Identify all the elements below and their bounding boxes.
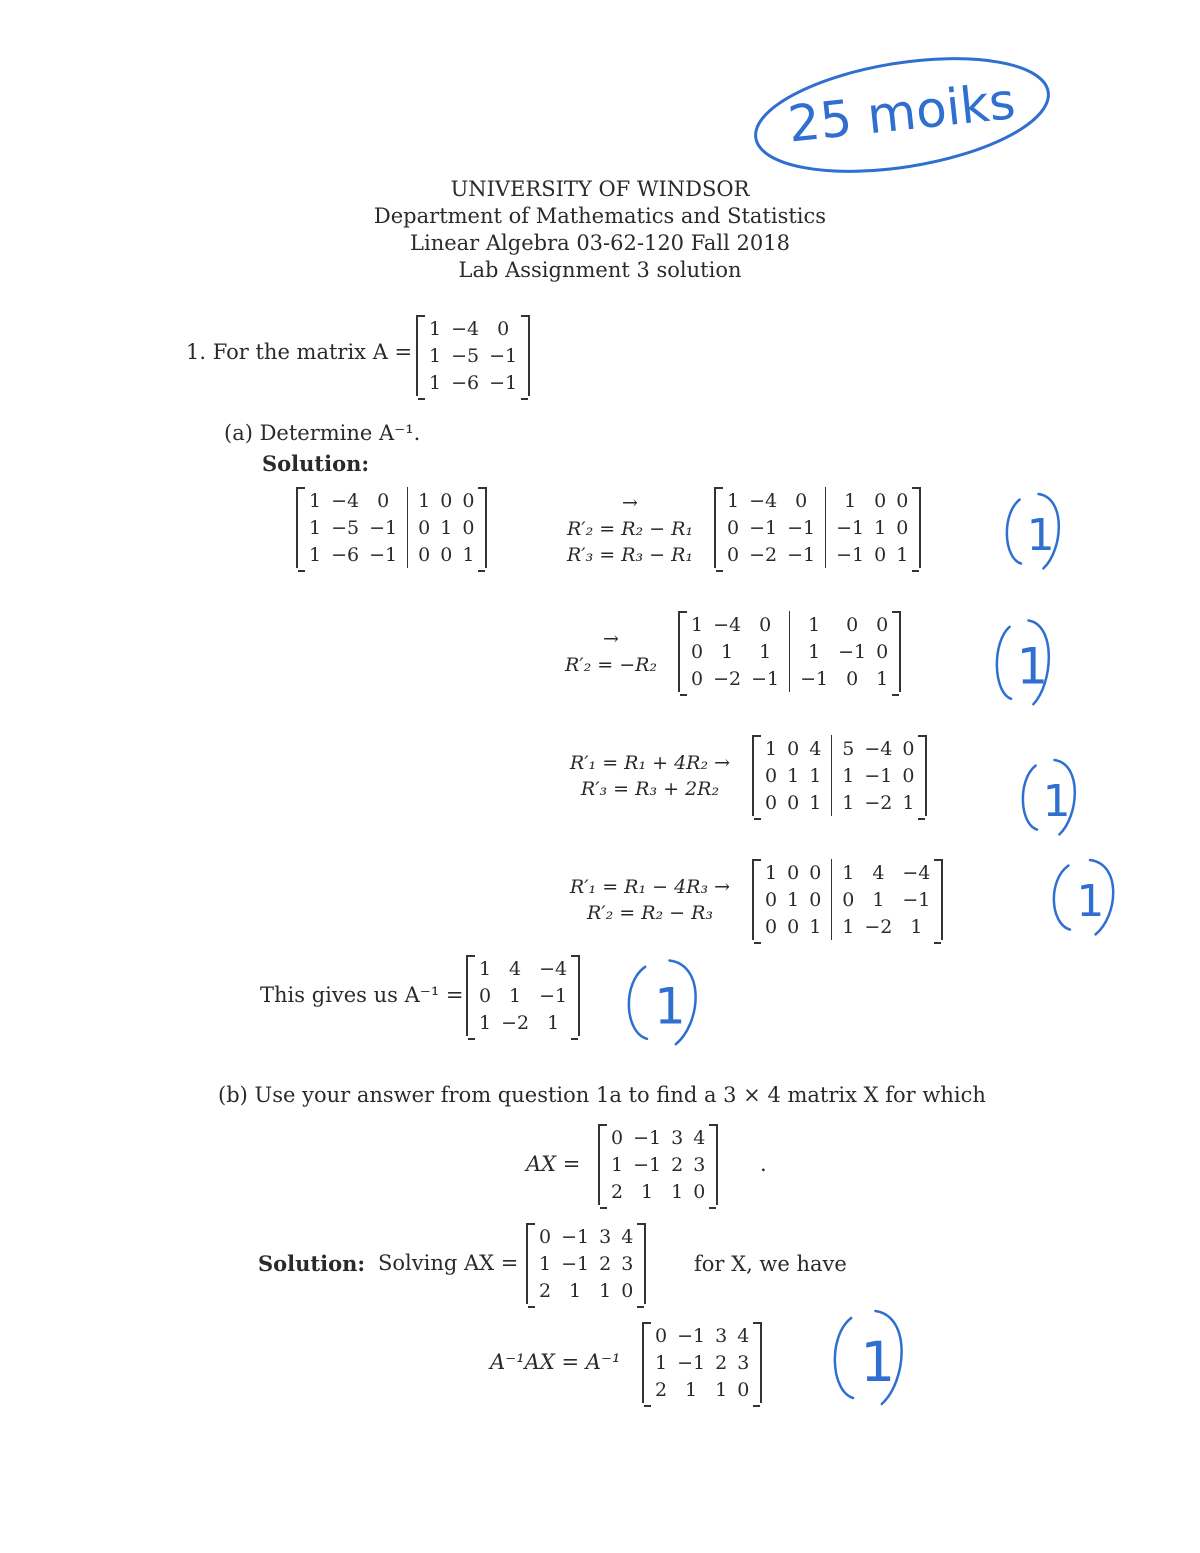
row-ops-step4: R′₁ = R₁ − 4R₃ → R′₂ = R₂ − R₃ — [569, 876, 731, 924]
matrix-cell: −1 — [749, 516, 778, 539]
matrix-cell: 1 — [790, 638, 834, 665]
matrix-cell: 4 — [693, 1126, 706, 1149]
matrix-cell: 1 — [809, 764, 822, 787]
matrix-cell: 0 — [691, 667, 704, 690]
part-b-prompt: (b) Use your answer from question 1a to find a 3 × 4 matrix X for which — [218, 1083, 986, 1107]
augmented-matrix-step0 — [296, 487, 487, 568]
mark-1-step1 — [1000, 490, 1070, 570]
matrix-cell: −5 — [451, 344, 480, 367]
matrix-cell: −2 — [749, 543, 778, 566]
matrix-cell: 0 — [787, 861, 800, 884]
matrix-cell: 1 — [910, 915, 923, 938]
mark-value: 1 — [1016, 637, 1049, 696]
part-a-prompt: (a) Determine A⁻¹. — [224, 421, 421, 445]
matrix-cell: −1 — [489, 344, 518, 367]
matrix-cell: −4 — [331, 489, 360, 512]
matrix-cell: 0 — [809, 888, 822, 911]
assignment-title: Lab Assignment 3 solution — [458, 258, 742, 282]
matrix-cell: −5 — [331, 516, 360, 539]
augmented-matrix-step2 — [678, 611, 901, 692]
matrix-cell: 1 — [611, 1153, 624, 1176]
matrix-cell: 1 — [809, 791, 822, 814]
matrix-cell: 0 — [809, 861, 822, 884]
matrix-cell: 1 — [671, 1180, 684, 1203]
period: . — [760, 1152, 767, 1176]
inverse-ax-label: A⁻¹AX = A⁻¹ — [490, 1350, 621, 1374]
matrix-cell: 1 — [809, 915, 822, 938]
matrix-cell: 0 — [479, 984, 492, 1007]
matrix-cell: −1 — [864, 764, 893, 787]
matrix-cell: 5 — [832, 735, 860, 762]
matrix-B-inverse-step — [642, 1322, 762, 1403]
matrix-cell: −1 — [787, 516, 816, 539]
mark-value: 1 — [1042, 776, 1071, 827]
matrix-cell: 0 — [902, 737, 915, 760]
matrix-cell: 0 — [896, 489, 909, 512]
matrix-cell: 0 — [691, 640, 704, 663]
matrix-cell: 1 — [902, 791, 915, 814]
mark-value: 1 — [860, 1330, 896, 1394]
matrix-cell: 1 — [429, 317, 442, 340]
matrix-cell: 0 — [497, 317, 510, 340]
matrix-cell: 1 — [874, 516, 887, 539]
matrix-cell: −1 — [489, 371, 518, 394]
mark-value: 1 — [1076, 876, 1105, 927]
matrix-cell: −2 — [864, 791, 893, 814]
matrix-cell: 1 — [765, 737, 778, 760]
matrix-cell: 0 — [611, 1126, 624, 1149]
matrix-cell: −1 — [633, 1153, 662, 1176]
matrix-cell: 1 — [872, 888, 885, 911]
matrix-cell: 0 — [846, 613, 859, 636]
matrix-A-inverse — [466, 955, 580, 1036]
arrow: → — [622, 492, 638, 514]
matrix-cell: 3 — [621, 1252, 634, 1275]
matrix-cell: 1 — [479, 1011, 492, 1034]
matrix-cell: −2 — [501, 1011, 530, 1034]
matrix-cell: 1 — [309, 516, 322, 539]
matrix-cell: −1 — [838, 640, 867, 663]
matrix-cell: −1 — [790, 665, 834, 692]
matrix-cell: 2 — [671, 1153, 684, 1176]
matrix-cell: −6 — [331, 543, 360, 566]
mark-1-step3 — [1016, 756, 1086, 836]
matrix-cell: 0 — [621, 1279, 634, 1302]
matrix-cell: 0 — [765, 764, 778, 787]
paren-stroke — [835, 1318, 853, 1398]
mark-1-part-b — [826, 1306, 916, 1406]
matrix-cell: −4 — [451, 317, 480, 340]
matrix-cell: 1 — [408, 487, 436, 514]
matrix-cell: 1 — [691, 613, 704, 636]
matrix-cell: 3 — [715, 1324, 728, 1347]
matrix-cell: 0 — [787, 791, 800, 814]
matrix-cell: 2 — [599, 1252, 612, 1275]
matrix-cell: 0 — [765, 888, 778, 911]
matrix-cell: 3 — [693, 1153, 706, 1176]
matrix-cell: 3 — [599, 1225, 612, 1248]
matrix-cell: 1 — [721, 640, 734, 663]
matrix-cell: 4 — [809, 737, 822, 760]
matrix-cell: 0 — [876, 613, 889, 636]
matrix-cell: 0 — [876, 640, 889, 663]
matrix-cell: 1 — [309, 543, 322, 566]
matrix-cell: 0 — [896, 516, 909, 539]
matrix-cell: 0 — [874, 543, 887, 566]
augmented-matrix-step1 — [714, 487, 921, 568]
for-x-text: for X, we have — [694, 1252, 847, 1276]
matrix-cell: 1 — [832, 859, 860, 886]
matrix-cell: 2 — [611, 1180, 624, 1203]
matrix-cell: 1 — [790, 611, 834, 638]
matrix-cell: −1 — [369, 516, 398, 539]
matrix-cell: −1 — [751, 667, 780, 690]
matrix-cell: 0 — [765, 791, 778, 814]
matrix-cell: 4 — [737, 1324, 750, 1347]
mark-value: 1 — [654, 977, 686, 1036]
matrix-cell: 0 — [795, 489, 808, 512]
matrix-cell: 0 — [539, 1225, 552, 1248]
course-title: Linear Algebra 03-62-120 Fall 2018 — [410, 231, 790, 255]
matrix-cell: 0 — [727, 543, 740, 566]
matrix-cell: 1 — [759, 640, 772, 663]
matrix-cell: 2 — [655, 1378, 668, 1401]
matrix-cell: 0 — [759, 613, 772, 636]
matrix-cell: 1 — [787, 764, 800, 787]
solving-text: Solving AX = — [378, 1251, 519, 1275]
row-ops-step2: → R′₂ = −R₂ — [564, 628, 658, 676]
matrix-cell: 1 — [309, 489, 322, 512]
matrix-cell: 1 — [832, 789, 860, 816]
mark-1-step2 — [990, 616, 1060, 706]
matrix-cell: 0 — [846, 667, 859, 690]
matrix-cell: −1 — [902, 888, 931, 911]
grade-annotation — [750, 40, 1060, 190]
matrix-cell: −4 — [749, 489, 778, 512]
row-ops-step1: → R′₂ = R₂ − R₁ R′₃ = R₃ − R₁ — [560, 490, 700, 568]
matrix-cell: −1 — [677, 1351, 706, 1374]
paren-stroke — [1023, 766, 1037, 830]
matrix-cell: 1 — [715, 1378, 728, 1401]
grade-text: 25 moiks — [785, 72, 1018, 154]
matrix-cell: 4 — [509, 957, 522, 980]
matrix-A — [416, 315, 530, 396]
matrix-cell: 0 — [787, 915, 800, 938]
matrix-cell: 1 — [896, 543, 909, 566]
matrix-cell: −6 — [451, 371, 480, 394]
matrix-cell: 1 — [727, 489, 740, 512]
mark-1-step4 — [1046, 856, 1126, 936]
matrix-cell: 1 — [876, 667, 889, 690]
matrix-cell: 0 — [874, 489, 887, 512]
inverse-result-label: This gives us A⁻¹ = — [260, 983, 464, 1007]
matrix-cell: −1 — [787, 543, 816, 566]
matrix-cell: 3 — [737, 1351, 750, 1374]
augmented-matrix-step4 — [752, 859, 943, 940]
matrix-cell: 0 — [440, 543, 453, 566]
matrix-cell: 1 — [479, 957, 492, 980]
matrix-cell: 1 — [569, 1279, 582, 1302]
matrix-cell: 0 — [408, 541, 436, 568]
matrix-cell: 0 — [462, 516, 475, 539]
matrix-cell: 0 — [902, 764, 915, 787]
matrix-cell: 0 — [462, 489, 475, 512]
matrix-cell: 1 — [765, 861, 778, 884]
matrix-cell: 1 — [641, 1180, 654, 1203]
matrix-B — [598, 1124, 718, 1205]
matrix-cell: −1 — [633, 1126, 662, 1149]
matrix-cell: −4 — [539, 957, 568, 980]
matrix-cell: 1 — [462, 543, 475, 566]
matrix-cell: 1 — [599, 1279, 612, 1302]
university-name: UNIVERSITY OF WINDSOR — [450, 177, 750, 201]
matrix-cell: −1 — [369, 543, 398, 566]
matrix-B-solving — [526, 1223, 646, 1304]
matrix-cell: −1 — [561, 1225, 590, 1248]
matrix-cell: 0 — [787, 737, 800, 760]
document-header — [0, 176, 1200, 284]
department-name: Department of Mathematics and Statistics — [373, 204, 827, 228]
matrix-cell: −4 — [713, 613, 742, 636]
matrix-cell: 4 — [872, 861, 885, 884]
matrix-cell: 1 — [832, 762, 860, 789]
matrix-cell: −2 — [864, 915, 893, 938]
matrix-cell: −2 — [713, 667, 742, 690]
mark-value: 1 — [1026, 510, 1055, 561]
paren-stroke — [629, 967, 647, 1039]
matrix-cell: −1 — [677, 1324, 706, 1347]
part-b-solution-label: Solution: — [258, 1251, 366, 1276]
matrix-cell: −1 — [561, 1252, 590, 1275]
matrix-cell: −1 — [826, 541, 870, 568]
matrix-cell: 1 — [655, 1351, 668, 1374]
matrix-cell: 1 — [826, 487, 870, 514]
q1-prompt: 1. For the matrix A = — [186, 340, 413, 364]
matrix-cell: 2 — [715, 1351, 728, 1374]
matrix-cell: 0 — [737, 1378, 750, 1401]
matrix-cell: 0 — [440, 489, 453, 512]
paren-stroke — [997, 627, 1011, 699]
matrix-cell: 4 — [621, 1225, 634, 1248]
matrix-cell: 1 — [539, 1252, 552, 1275]
matrix-cell: 0 — [377, 489, 390, 512]
matrix-cell: 0 — [765, 915, 778, 938]
matrix-cell: 1 — [787, 888, 800, 911]
matrix-cell: −1 — [539, 984, 568, 1007]
matrix-cell: 0 — [832, 886, 860, 913]
matrix-cell: 2 — [539, 1279, 552, 1302]
paren-stroke — [1054, 866, 1070, 930]
mark-1-inverse — [620, 956, 710, 1046]
matrix-cell: 0 — [408, 514, 436, 541]
matrix-cell: 1 — [685, 1378, 698, 1401]
matrix-cell: −4 — [902, 861, 931, 884]
matrix-cell: 1 — [429, 371, 442, 394]
matrix-cell: 0 — [693, 1180, 706, 1203]
matrix-cell: 0 — [727, 516, 740, 539]
matrix-cell: 1 — [440, 516, 453, 539]
matrix-cell: 1 — [429, 344, 442, 367]
matrix-cell: −4 — [864, 737, 893, 760]
matrix-cell: 0 — [655, 1324, 668, 1347]
ax-label: AX = — [526, 1152, 581, 1176]
paren-stroke — [1007, 500, 1021, 564]
matrix-cell: 1 — [509, 984, 522, 1007]
matrix-cell: −1 — [826, 514, 870, 541]
matrix-cell: 1 — [547, 1011, 560, 1034]
matrix-cell: 3 — [671, 1126, 684, 1149]
part-a-solution-label: Solution: — [262, 451, 370, 476]
augmented-matrix-step3 — [752, 735, 927, 816]
matrix-cell: 1 — [832, 913, 860, 940]
row-ops-step3: R′₁ = R₁ + 4R₂ → R′₃ = R₃ + 2R₂ — [569, 752, 731, 800]
